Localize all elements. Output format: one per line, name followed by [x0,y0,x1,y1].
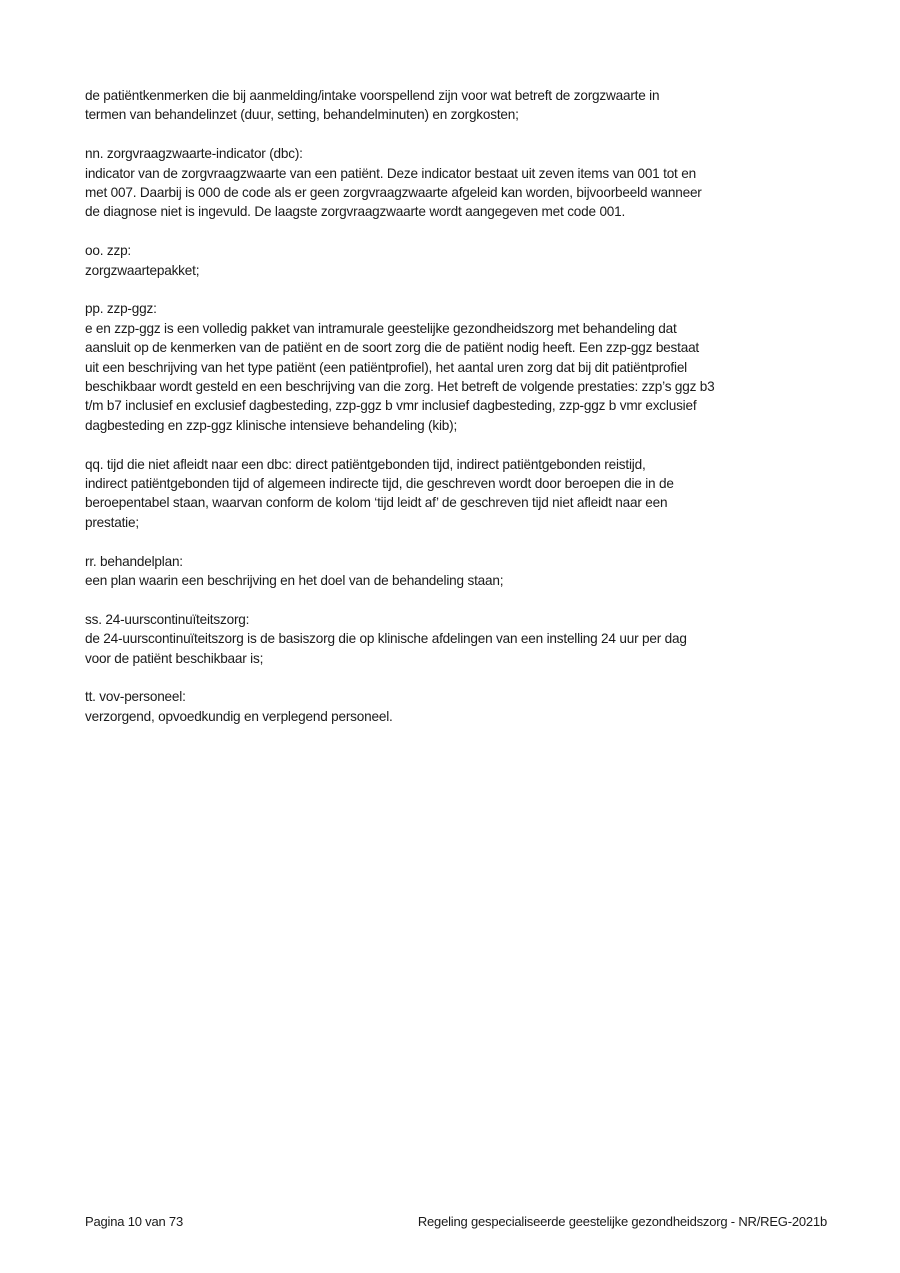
definition-pp [85,299,820,435]
document-body [85,86,820,746]
text-line: indirect patiëntgebonden tijd of algemeen indirecte tijd, die geschreven wordt door beroepen die in de [85,476,674,492]
definition-ss [85,610,820,668]
page-number: Pagina 10 van 73 [85,1214,183,1229]
document-title: Regeling gespecialiseerde geestelijke gezondheidszorg - NR/REG-2021b [417,1214,827,1229]
definition-term: tt. vov-personeel: [85,689,186,705]
definition-nn [85,144,820,222]
text-line: de diagnose niet is ingevuld. De laagste zorgvraagzwaarte wordt aangegeven met code 001. [85,204,626,220]
definition-term: nn. zorgvraagzwaarte-indicator (dbc): [85,146,303,162]
definition-term: oo. zzp: [85,243,132,259]
text-line: zorgzwaartepakket; [85,262,200,278]
definition-qq [85,455,820,533]
text-line: aansluit op de kenmerken van de patiënt en de soort zorg die de patiënt nodig heeft. Een zzp-ggz bestaat [85,340,700,356]
text-line: met 007. Daarbij is 000 de code als er geen zorgvraagzwaarte afgeleid kan worden, bijvoorbeeld wanneer [85,185,702,201]
text-line: e en zzp-ggz is een volledig pakket van intramurale geestelijke gezondheidszorg met behandeling dat [85,320,677,336]
text-line: indicator van de zorgvraagzwaarte van een patiënt. Deze indicator bestaat uit zeven items van 001 tot en [85,165,696,181]
text-line: de patiëntkenmerken die bij aanmelding/intake voorspellend zijn voor wat betreft de zorgzwaarte in [85,88,660,103]
text-line: beschikbaar wordt gesteld en een beschrijving van die zorg. Het betreft de volgende prestaties: zzp’s ggz b3 [85,379,715,395]
definition-rr [85,552,820,591]
text-line: termen van behandelinzet (duur, setting, behandelminuten) en zorgkosten; [85,107,519,123]
definition-term: ss. 24-uurscontinuïteitszorg: [85,611,250,627]
text-line: de 24-uurscontinuïteitszorg is de basiszorg die op klinische afdelingen van een instelling 24 uur per dag [85,631,687,647]
text-line: prestatie; [85,514,139,530]
definition-oo [85,241,820,280]
text-line: qq. tijd die niet afleidt naar een dbc: direct patiëntgebonden tijd, indirect patiëntgebonden reistijd, [85,456,646,472]
definition-continuation [85,86,820,125]
text-line: verzorgend, opvoedkundig en verplegend personeel. [85,708,393,724]
definition-term: rr. behandelplan: [85,553,183,569]
definition-term: pp. zzp-ggz: [85,301,157,317]
text-line: beroepentabel staan, waarvan conform de kolom ‘tijd leidt af’ de geschreven tijd niet afleidt naar een [85,495,668,511]
text-line: uit een beschrijving van het type patiënt (een patiëntprofiel), het aantal uren zorg dat bij dit patiëntprofiel [85,359,687,375]
text-line: t/m b7 inclusief en exclusief dagbesteding, zzp-ggz b vmr inclusief dagbesteding, zzp-ggz b vmr exclusief [85,398,697,414]
text-line: voor de patiënt beschikbaar is; [85,650,264,666]
text-line: een plan waarin een beschrijving en het doel van de behandeling staan; [85,573,504,589]
text-line: dagbesteding en zzp-ggz klinische intensieve behandeling (kib); [85,417,458,433]
definition-tt [85,687,820,726]
